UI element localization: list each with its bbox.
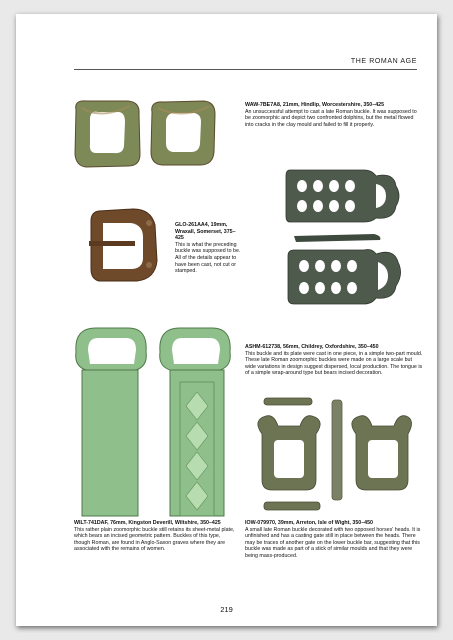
page-number: 219 — [220, 605, 233, 614]
caption-ashm-title: ASHM-612738, 56mm, Childrey, Oxfordshire, 350–450 — [245, 344, 379, 350]
caption-glo-title: GLO-261AA4, 19mm, Wraxall, Somerset, 375–425 — [175, 222, 236, 242]
header-rule — [74, 69, 417, 70]
caption-iow-title: IOW-079970, 39mm, Arreton, Isle of Wight, 350–450 — [245, 520, 373, 526]
wraxall-buckle-photo — [85, 203, 163, 287]
caption-waw — [245, 102, 420, 128]
caption-iow — [245, 520, 423, 560]
caption-glo-body: This is what the preceding buckle was supposed to be. All of the details appear to have been cast, not cut or stamped. — [175, 241, 241, 275]
caption-waw-body: An unsuccessful attempt to cast a late Roman buckle. It was supposed to be zoomorphic and depict two confronted dolphins, but the metal flowed into cracks in the clay mould and failed to fill it properly. — [245, 108, 417, 128]
caption-wilt-title: WILT-741DAF, 76mm, Kingston Deverill, Wiltshire, 350–425 — [74, 520, 221, 526]
caption-iow-body: A small late Roman buckle decorated with two opposed horses' heads. It is unfinished and has a casting gate still in place between the heads. There may be traces of another gate on the lower buckle bar, suggesting that this buckle was made as part of a stick of similar moulds and that they were being mass-produced. — [245, 526, 421, 559]
caption-ashm — [245, 344, 423, 377]
caption-ashm-body: This buckle and its plate were cast in one piece, in a simple two-part mould. These late Roman zoomorphic buckles were made on a large scale but wide variations in design suggest dispersed, local production. The tongue is of a simple wrap-around type but bears incised decoration. — [245, 350, 423, 377]
caption-glo — [175, 222, 241, 275]
book-page — [16, 14, 437, 626]
caption-wilt — [74, 520, 236, 553]
childrey-buckle-photo — [284, 162, 409, 337]
caption-waw-title: WAW-7BE7A8, 21mm, Hindlip, Worcestershire, 350–425 — [245, 102, 385, 108]
kingston-deverill-buckle-photo — [70, 322, 240, 520]
running-header: THE ROMAN AGE — [350, 58, 417, 65]
arreton-buckle-photo — [244, 392, 414, 517]
miscast-buckle-photo — [70, 98, 220, 170]
caption-wilt-body: This rather plain zoomorphic buckle still retains its sheet-metal plate, which bears an incised geometric pattern. Buckles of this type, though Roman, are found in Anglo-Saxon graves where they are associated with the remains of women. — [74, 526, 235, 553]
